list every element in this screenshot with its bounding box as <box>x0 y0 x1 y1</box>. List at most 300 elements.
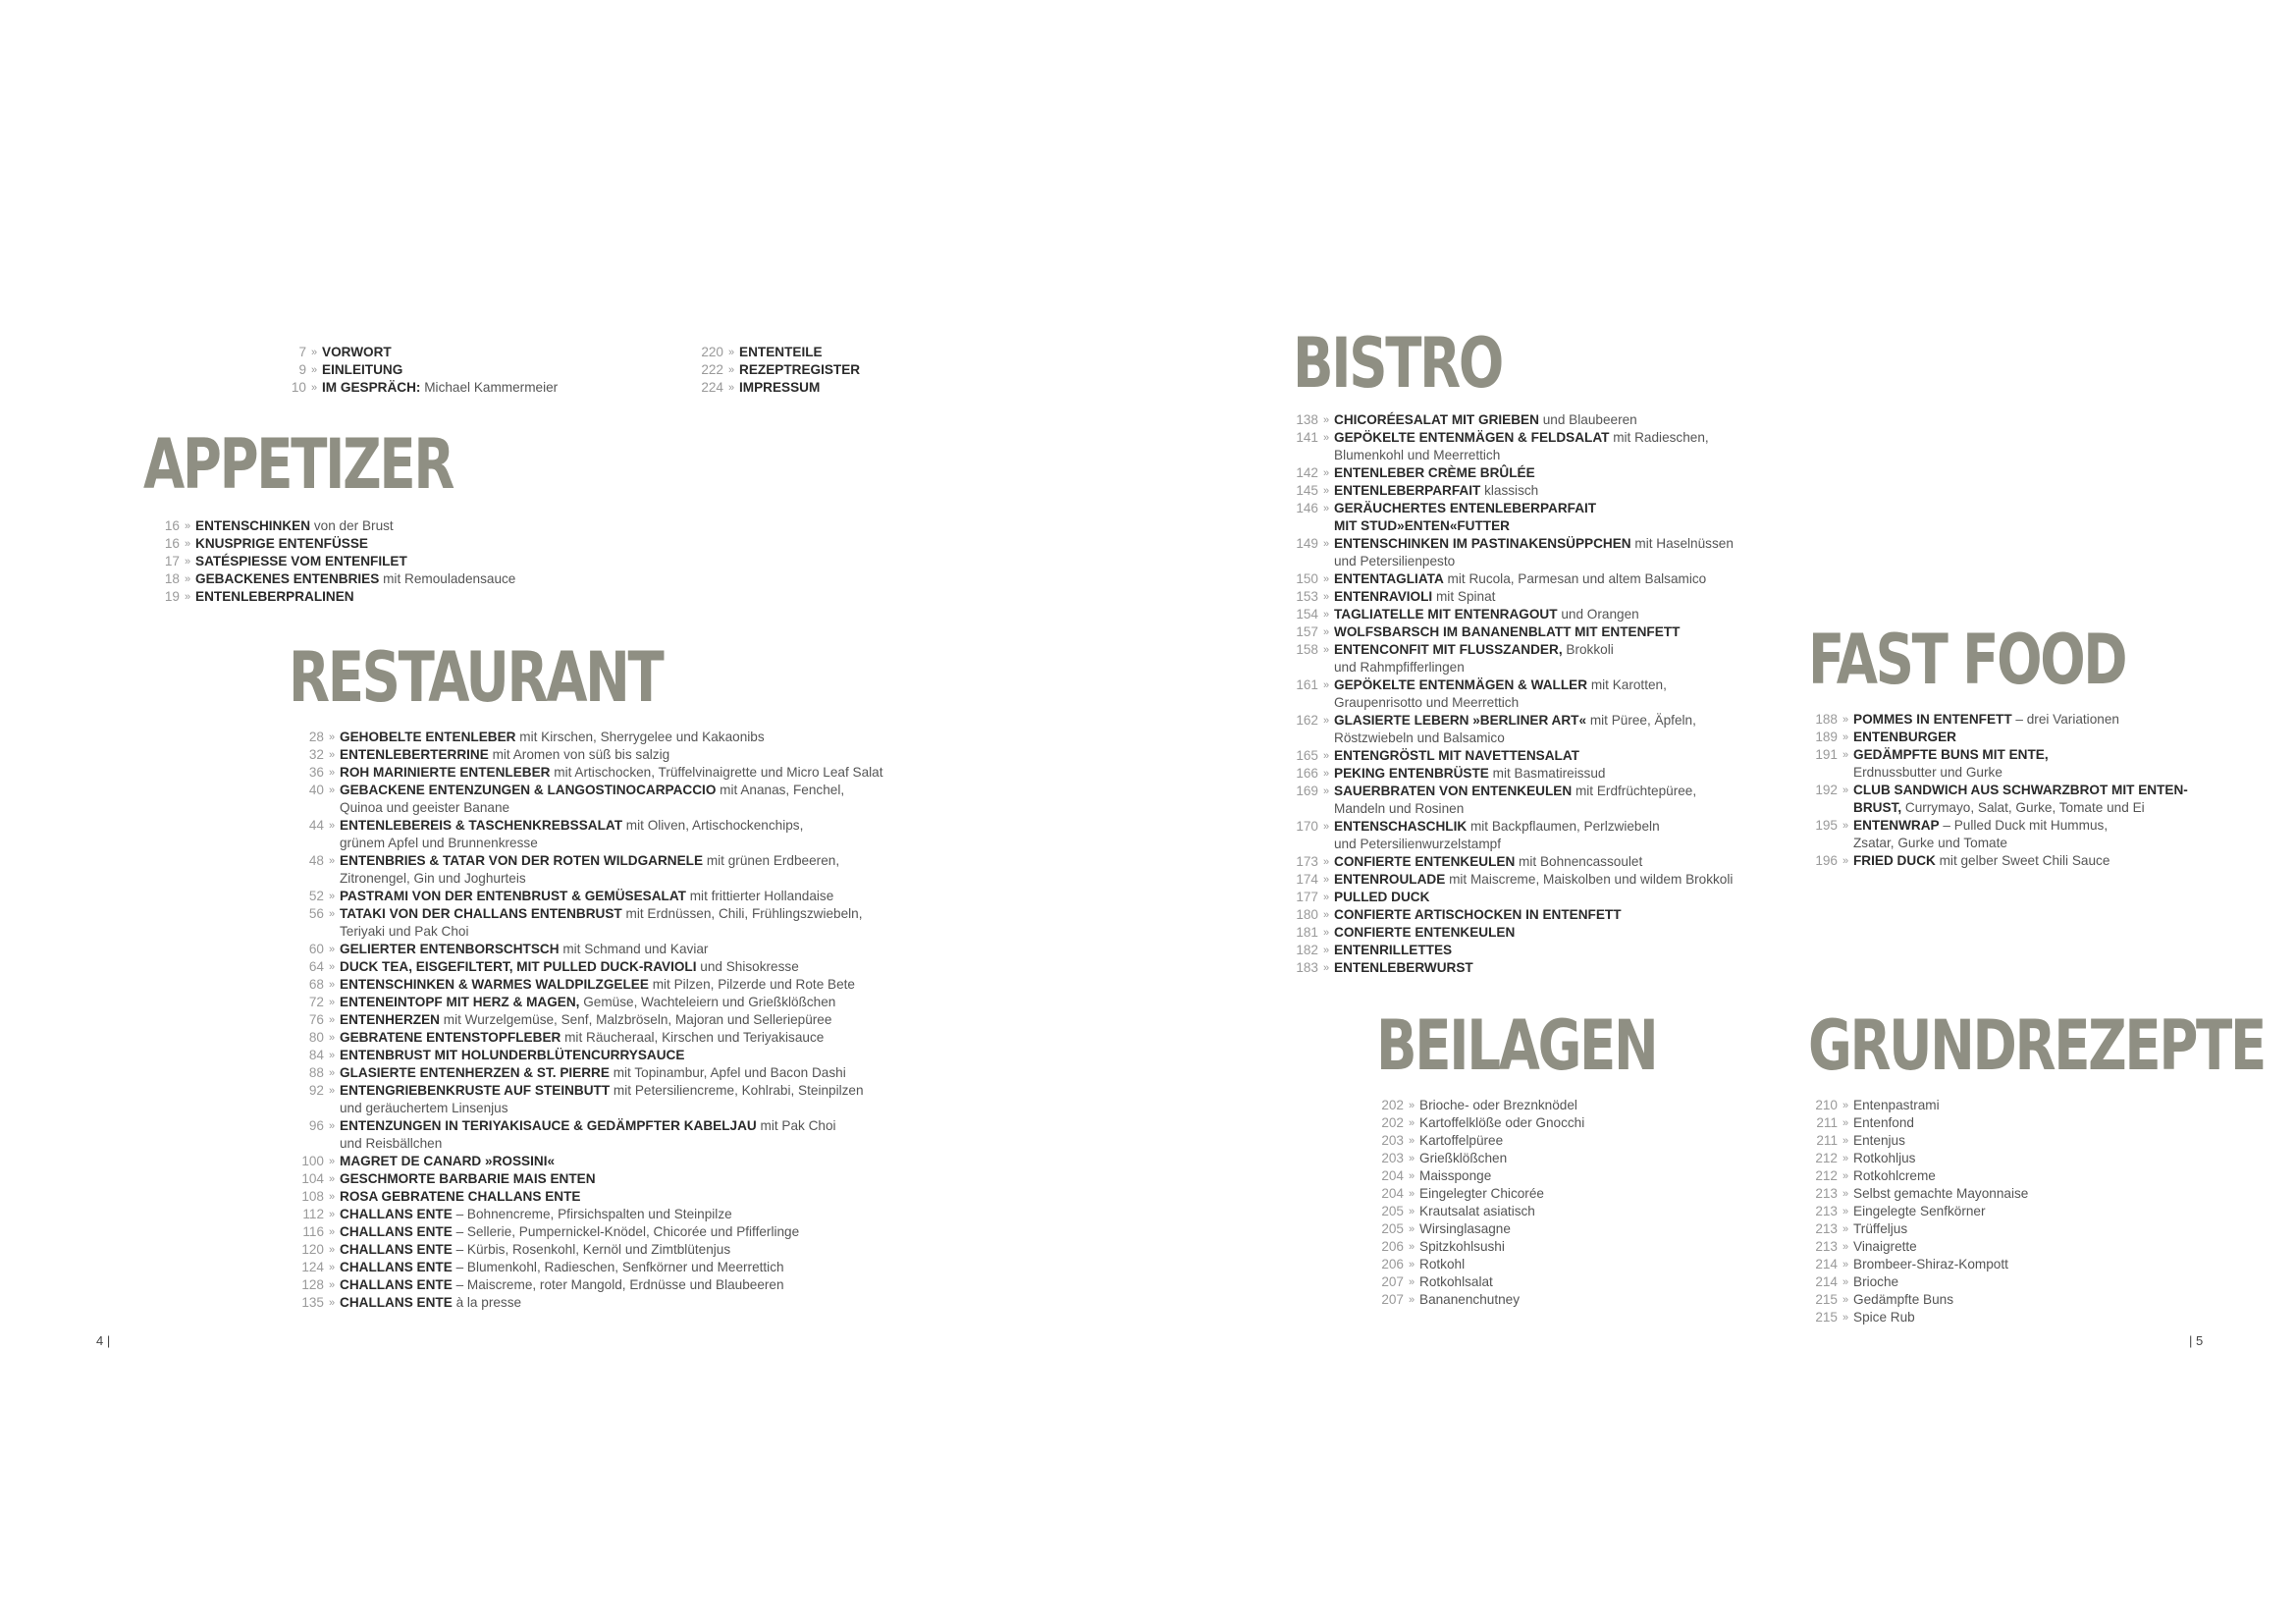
entry-text <box>1334 712 1696 747</box>
page-number: 88 <box>308 1065 324 1080</box>
entry-text <box>1853 1114 1914 1132</box>
entry-line <box>1853 1167 1936 1185</box>
entry-title: ENTENZUNGEN IN TERIYAKISAUCE & GEDÄMPFTER KABELJAU <box>340 1118 757 1133</box>
separator-glyph: » <box>1408 1135 1415 1147</box>
entry-description: mit Rucola, Parmesan und altem Balsamico <box>1443 571 1707 586</box>
separator-glyph: » <box>1322 679 1330 691</box>
page-number: 92 <box>308 1083 324 1098</box>
entry-text <box>1334 641 1614 676</box>
entry-line <box>340 958 799 976</box>
entry-description: mit Erdnüssen, Chili, Frühlingszwiebeln, <box>621 906 863 921</box>
separator-glyph: » <box>184 556 191 568</box>
entry-description: – Kürbis, Rosenkohl, Kernöl und Zimtblütenjus <box>452 1242 731 1257</box>
toc-entry <box>143 553 515 570</box>
entry-line <box>340 782 844 799</box>
separator-glyph: » <box>328 820 336 832</box>
entry-line <box>1334 535 1734 553</box>
entry-description: – Bohnencreme, Pfirsichspalten und Steinpilze <box>452 1207 732 1221</box>
toc-entry <box>288 1064 883 1082</box>
toc-entry <box>288 782 883 817</box>
separator-glyph: » <box>328 1209 336 1220</box>
toc-entry <box>1282 765 1734 783</box>
entry-description: mit Spinat <box>1432 589 1496 604</box>
entry-title: GEBRATENE ENTENSTOPFLEBER <box>340 1030 561 1045</box>
entry-description-continuation: Quinoa und geeister Banane <box>340 800 510 815</box>
entry-line <box>1334 765 1605 783</box>
entry-text <box>1853 1185 2028 1203</box>
separator-glyph: » <box>184 538 191 550</box>
separator-glyph: » <box>1842 1312 1849 1324</box>
toc-entry <box>1282 712 1734 747</box>
entry-text <box>1334 959 1473 977</box>
entry-text <box>340 764 883 782</box>
entry-line <box>340 1029 824 1047</box>
entry-text <box>1419 1167 1491 1185</box>
entry-title: ENTENLEBERPRALINEN <box>195 589 354 604</box>
entry-title: REZEPTREGISTER <box>739 362 861 377</box>
page-number: 146 <box>1296 501 1318 515</box>
entry-text <box>340 1082 864 1117</box>
entry-line <box>340 817 803 835</box>
page-number: 174 <box>1296 872 1318 887</box>
entry-text <box>322 361 402 379</box>
separator-glyph: » <box>727 382 735 394</box>
page-number: 196 <box>1815 853 1838 868</box>
page-number: 204 <box>1381 1186 1404 1201</box>
entry-line <box>1853 1291 1953 1309</box>
separator-glyph: » <box>1322 503 1330 514</box>
page-number: 215 <box>1815 1292 1838 1307</box>
separator-glyph: » <box>184 591 191 603</box>
entry-title: ROSA GEBRATENE CHALLANS ENTE <box>340 1189 581 1204</box>
page-number-right: | 5 <box>2189 1333 2204 1348</box>
entry-line <box>195 535 368 553</box>
entry-description-continuation: Currymayo, Salat, Gurke, Tomate und Ei <box>1901 800 2145 815</box>
entry-line <box>340 994 835 1011</box>
entry-continuation <box>1334 730 1696 747</box>
entry-title: GEBACKENE ENTENZUNGEN & LANGOSTINOCARPACCIO <box>340 783 717 797</box>
toc-entry <box>1367 1097 1584 1114</box>
entry-text <box>1853 1309 1915 1326</box>
toc-entry <box>288 1294 883 1312</box>
entry-title: ENTENSCHASCHLIK <box>1334 819 1468 834</box>
entry-description: Vinaigrette <box>1853 1239 1917 1254</box>
page-number: 214 <box>1815 1257 1838 1271</box>
entry-line <box>1334 889 1429 906</box>
entry-text <box>340 1259 784 1276</box>
toc-entry <box>1282 623 1734 641</box>
page-number: 80 <box>308 1030 324 1045</box>
entry-text <box>340 1047 684 1064</box>
page-number: 207 <box>1381 1274 1404 1289</box>
separator-glyph: » <box>328 1085 336 1097</box>
entry-description: mit Ananas, Fenchel, <box>716 783 845 797</box>
toc-entry <box>1282 906 1734 924</box>
toc-entry <box>288 1011 883 1029</box>
entry-title-continuation: MIT STUD»ENTEN«FUTTER <box>1334 518 1510 533</box>
entry-description: Bananenchutney <box>1419 1292 1521 1307</box>
entry-title: GEHOBELTE ENTENLEBER <box>340 730 516 744</box>
entry-line <box>1334 588 1495 606</box>
toc-entry <box>288 905 883 941</box>
entry-text <box>340 852 839 888</box>
page-number: 68 <box>308 977 324 992</box>
toc-entry <box>288 1047 883 1064</box>
toc-entry <box>270 379 558 397</box>
separator-glyph: » <box>1322 821 1330 833</box>
page-number: 213 <box>1815 1204 1838 1218</box>
entry-text <box>1334 871 1733 889</box>
entry-line <box>340 1241 730 1259</box>
entry-text <box>340 1241 730 1259</box>
entry-description: Spice Rub <box>1853 1310 1915 1325</box>
page-number: 166 <box>1296 766 1318 781</box>
toc-entry <box>1282 429 1734 464</box>
entry-title: GELIERTER ENTENBORSCHTSCH <box>340 942 560 956</box>
entry-text <box>1853 852 2109 870</box>
toc-entry <box>288 1188 883 1206</box>
toc-entry <box>1282 871 1734 889</box>
entry-title: ENTENBRIES & TATAR VON DER ROTEN WILDGARNELE <box>340 853 704 868</box>
separator-glyph: » <box>1408 1276 1415 1288</box>
entry-line <box>340 852 839 870</box>
entry-line <box>340 1170 596 1188</box>
toc-entry <box>1282 747 1734 765</box>
entry-text <box>1853 1167 1936 1185</box>
back-matter-entries <box>687 344 860 397</box>
page-number: 177 <box>1296 890 1318 904</box>
entry-line <box>1419 1167 1491 1185</box>
toc-entry <box>1801 1309 2028 1326</box>
separator-glyph: » <box>328 749 336 761</box>
entry-description: mit gelber Sweet Chili Sauce <box>1935 853 2110 868</box>
entry-line <box>1419 1132 1503 1150</box>
separator-glyph: » <box>1322 856 1330 868</box>
entry-line <box>1853 1309 1915 1326</box>
page-number: 120 <box>301 1242 324 1257</box>
entry-text <box>195 553 407 570</box>
page-number: 181 <box>1296 925 1318 940</box>
entry-title: GLASIERTE ENTENHERZEN & ST. PIERRE <box>340 1065 610 1080</box>
entry-title: PASTRAMI VON DER ENTENBRUST & GEMÜSESALAT <box>340 889 686 903</box>
entry-title: PULLED DUCK <box>1334 890 1430 904</box>
toc-entry <box>288 852 883 888</box>
separator-glyph: » <box>1842 1294 1849 1306</box>
entry-text <box>1853 1220 1907 1238</box>
entry-line <box>340 746 669 764</box>
entry-description-continuation: grünem Apfel und Brunnenkresse <box>340 836 538 850</box>
entry-title: ENTENRILLETTES <box>1334 943 1453 957</box>
entry-title: MAGRET DE CANARD »ROSSINI« <box>340 1154 556 1168</box>
entry-line <box>1334 482 1538 500</box>
entry-text <box>1419 1220 1511 1238</box>
separator-glyph: » <box>310 347 318 358</box>
entry-title: ENTENSCHINKEN & WARMES WALDPILZGELEE <box>340 977 649 992</box>
toc-entry <box>1282 942 1734 959</box>
entry-text <box>1419 1097 1577 1114</box>
entry-description-continuation: Zitronengel, Gin und Joghurteis <box>340 871 526 886</box>
entry-line <box>1853 1238 1917 1256</box>
page-number: 28 <box>308 730 324 744</box>
page-number: 10 <box>291 380 306 395</box>
entry-description: Brokkoli <box>1562 642 1614 657</box>
separator-glyph: » <box>1322 750 1330 762</box>
entry-line <box>340 1064 846 1082</box>
entry-title: GLASIERTE LEBERN »BERLINER ART« <box>1334 713 1587 728</box>
entry-text <box>739 379 820 397</box>
page-number: 206 <box>1381 1257 1404 1271</box>
separator-glyph: » <box>1322 892 1330 903</box>
entry-line <box>1419 1114 1584 1132</box>
entry-line <box>195 553 407 570</box>
separator-glyph: » <box>328 1226 336 1238</box>
toc-entry <box>1801 1185 2028 1203</box>
entry-continuation <box>1853 799 2188 817</box>
page-number: 40 <box>308 783 324 797</box>
entry-description: mit Pak Choi <box>756 1118 836 1133</box>
entry-title: ENTENGRIEBENKRUSTE AUF STEINBUTT <box>340 1083 611 1098</box>
entry-text <box>340 1223 799 1241</box>
toc-entry <box>1367 1203 1584 1220</box>
separator-glyph: » <box>328 784 336 796</box>
entry-title: CHALLANS ENTE <box>340 1295 453 1310</box>
page-number: 19 <box>164 589 180 604</box>
toc-entry <box>1367 1238 1584 1256</box>
entry-line <box>1853 782 2188 799</box>
separator-glyph: » <box>1322 573 1330 585</box>
toc-entry <box>1801 1167 2028 1185</box>
entry-text <box>340 1064 846 1082</box>
entry-text <box>340 888 833 905</box>
entry-description: mit Radieschen, <box>1609 430 1709 445</box>
entry-description-continuation: Erdnussbutter und Gurke <box>1853 765 2002 780</box>
entry-title: ENTENCONFIT MIT FLUSSZANDER, <box>1334 642 1563 657</box>
page-number: 169 <box>1296 784 1318 798</box>
entry-title: CHALLANS ENTE <box>340 1207 453 1221</box>
toc-entry <box>1282 606 1734 623</box>
entry-text <box>340 941 708 958</box>
separator-glyph: » <box>328 944 336 955</box>
entry-title: GEPÖKELTE ENTENMÄGEN & WALLER <box>1334 677 1588 692</box>
entry-description-continuation: und Rahmpfifferlingen <box>1334 660 1465 675</box>
toc-entry <box>1367 1185 1584 1203</box>
separator-glyph: » <box>727 364 735 376</box>
entry-text <box>1334 818 1660 853</box>
entry-title: GERÄUCHERTES ENTENLEBERPARFAIT <box>1334 501 1597 515</box>
toc-entry <box>1282 411 1734 429</box>
entry-line <box>1334 783 1696 800</box>
entry-title: ENTENHERZEN <box>340 1012 440 1027</box>
separator-glyph: » <box>1842 1259 1849 1271</box>
toc-entry <box>687 379 860 397</box>
entry-title: GEBACKENES ENTENBRIES <box>195 571 380 586</box>
page-number: 212 <box>1815 1168 1838 1183</box>
entry-text <box>195 517 394 535</box>
entry-line <box>340 1082 864 1100</box>
entry-text <box>1334 853 1642 871</box>
entry-description: Entenjus <box>1853 1133 1905 1148</box>
section-heading-grundrezepte: GRUNDREZEPTE <box>1808 1005 2265 1086</box>
entry-title: KNUSPRIGE ENTENFÜSSE <box>195 536 368 551</box>
entry-text <box>340 1153 555 1170</box>
toc-entry <box>288 1117 883 1153</box>
page-number: 211 <box>1816 1115 1838 1130</box>
entry-description: Gemüse, Wachteleiern und Grießklößchen <box>579 995 836 1009</box>
entry-line <box>1853 1203 1986 1220</box>
page-number: 203 <box>1381 1151 1404 1165</box>
separator-glyph: » <box>1322 626 1330 638</box>
entry-line <box>1334 676 1667 694</box>
entry-line <box>1334 623 1680 641</box>
appetizer-list <box>143 517 515 606</box>
toc-entry <box>1282 535 1734 570</box>
entry-description: Kartoffelklöße oder Gnocchi <box>1419 1115 1585 1130</box>
toc-entry <box>1801 1256 2028 1273</box>
entry-continuation <box>340 835 803 852</box>
page-number: 52 <box>308 889 324 903</box>
toc-entry <box>1367 1273 1584 1291</box>
separator-glyph: » <box>1408 1206 1415 1217</box>
entry-description: klassisch <box>1480 483 1539 498</box>
separator-glyph: » <box>1408 1223 1415 1235</box>
entry-description: Brioche- oder Breznknödel <box>1419 1098 1577 1112</box>
section-grundrezepte <box>1808 1005 2296 1086</box>
entry-description: Krautsalat asiatisch <box>1419 1204 1535 1218</box>
page-number: 207 <box>1381 1292 1404 1307</box>
page-number: 213 <box>1815 1221 1838 1236</box>
entry-description: mit Aromen von süß bis salzig <box>488 747 670 762</box>
entry-line <box>1419 1150 1507 1167</box>
page-number: 9 <box>298 362 306 377</box>
separator-glyph: » <box>1842 1223 1849 1235</box>
entry-continuation <box>1334 659 1614 676</box>
entry-description: Rotkohljus <box>1853 1151 1916 1165</box>
page-number: 189 <box>1815 730 1838 744</box>
entry-title: IMPRESSUM <box>739 380 821 395</box>
entry-text <box>739 361 860 379</box>
section-appetizer <box>143 424 540 505</box>
front-matter-list <box>270 344 558 397</box>
entry-description: mit grünen Erdbeeren, <box>703 853 840 868</box>
entry-description: mit Artischocken, Trüffelvinaigrette und Micro Leaf Salat <box>550 765 883 780</box>
entry-title: ENTENWRAP <box>1853 818 1940 833</box>
separator-glyph: » <box>1842 1135 1849 1147</box>
entry-line <box>340 941 708 958</box>
page-number: 157 <box>1296 624 1318 639</box>
bistro-list <box>1282 411 1734 977</box>
entry-line <box>1419 1291 1520 1309</box>
section-heading-bistro: BISTRO <box>1293 323 1502 404</box>
entry-text <box>340 1117 836 1153</box>
entry-text <box>1334 464 1535 482</box>
entry-description: – drei Variationen <box>2011 712 2119 727</box>
separator-glyph: » <box>328 767 336 779</box>
separator-glyph: » <box>1322 785 1330 797</box>
entry-description: mit Remouladensauce <box>379 571 516 586</box>
entry-title: ENTENBRUST MIT HOLUNDERBLÜTENCURRYSAUCE <box>340 1048 685 1062</box>
entry-text <box>1334 588 1495 606</box>
separator-glyph: » <box>328 1173 336 1185</box>
entry-description-continuation: und Petersilienpesto <box>1334 554 1456 568</box>
separator-glyph: » <box>1322 538 1330 550</box>
toc-entry <box>288 958 883 976</box>
entry-description-continuation: Blumenkohl und Meerrettich <box>1334 448 1501 462</box>
toc-entry <box>1282 783 1734 818</box>
page-number: 204 <box>1381 1168 1404 1183</box>
entry-text <box>1334 429 1709 464</box>
toc-entry <box>1282 500 1734 535</box>
entry-title: CONFIERTE ARTISCHOCKEN IN ENTENFETT <box>1334 907 1622 922</box>
front-matter-entries <box>270 344 558 397</box>
entry-text <box>195 570 515 588</box>
toc-entry <box>1367 1167 1584 1185</box>
separator-glyph: » <box>1842 714 1849 726</box>
entry-text <box>340 1294 521 1312</box>
page-number: 153 <box>1296 589 1318 604</box>
entry-text <box>340 1170 596 1188</box>
entry-description: Rotkohlcreme <box>1853 1168 1936 1183</box>
toc-entry <box>1282 482 1734 500</box>
separator-glyph: » <box>1322 467 1330 479</box>
entry-title: SATÉSPIESSE VOM ENTENFILET <box>195 554 407 568</box>
page-number: 210 <box>1815 1098 1838 1112</box>
entry-description: Entenpastrami <box>1853 1098 1940 1112</box>
entry-description: Trüffeljus <box>1853 1221 1908 1236</box>
page-number: 158 <box>1296 642 1318 657</box>
toc-entry <box>1801 1114 2028 1132</box>
entry-line <box>340 1206 732 1223</box>
entry-description: – Blumenkohl, Radieschen, Senfkörner und Meerrettich <box>452 1260 784 1274</box>
page-number: 76 <box>308 1012 324 1027</box>
separator-glyph: » <box>328 1279 336 1291</box>
toc-entry <box>1801 1203 2028 1220</box>
separator-glyph: » <box>328 1244 336 1256</box>
page-number: 162 <box>1296 713 1318 728</box>
entry-title: EINLEITUNG <box>322 362 403 377</box>
toc-entry <box>288 1241 883 1259</box>
entry-title: ENTENBURGER <box>1853 730 1956 744</box>
entry-description-continuation: Zsatar, Gurke und Tomate <box>1853 836 2007 850</box>
entry-text <box>340 958 799 976</box>
entry-continuation <box>1334 836 1660 853</box>
entry-text <box>322 379 558 397</box>
entry-text <box>1853 746 2049 782</box>
entry-description: mit Wurzelgemüse, Senf, Malzbröseln, Majoran und Selleriepüree <box>439 1012 832 1027</box>
separator-glyph: » <box>1408 1117 1415 1129</box>
page-number: 64 <box>308 959 324 974</box>
separator-glyph: » <box>328 1297 336 1309</box>
toc-entry <box>1282 464 1734 482</box>
separator-glyph: » <box>1842 1188 1849 1200</box>
page-number: 56 <box>308 906 324 921</box>
page-number: 138 <box>1296 412 1318 427</box>
separator-glyph: » <box>328 997 336 1008</box>
separator-glyph: » <box>328 1067 336 1079</box>
entry-description: von der Brust <box>310 518 394 533</box>
entry-title: ENTENGRÖSTL MIT NAVETTENSALAT <box>1334 748 1579 763</box>
page-number: 195 <box>1815 818 1838 833</box>
entry-line <box>1334 959 1473 977</box>
entry-title: CHALLANS ENTE <box>340 1224 453 1239</box>
toc-entry <box>288 1259 883 1276</box>
entry-description: und Shisokresse <box>696 959 799 974</box>
entry-text <box>1853 1097 1940 1114</box>
entry-line <box>1334 570 1706 588</box>
section-heading-restaurant: RESTAURANT <box>289 637 663 718</box>
separator-glyph: » <box>1842 1153 1849 1164</box>
page-number: 180 <box>1296 907 1318 922</box>
page-number: 142 <box>1296 465 1318 480</box>
